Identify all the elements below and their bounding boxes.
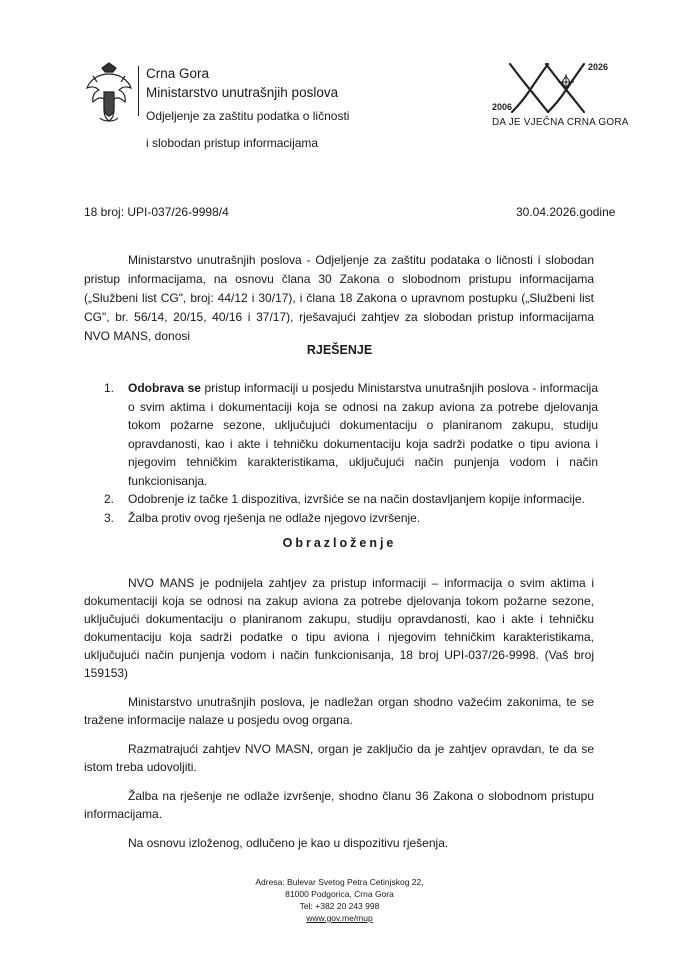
org-ministry: Ministarstvo unutrašnjih poslova	[146, 85, 339, 100]
header-divider	[138, 66, 139, 116]
document-date: 30.04.2026.godine	[516, 205, 616, 219]
decision-item-number: 1.	[104, 381, 115, 395]
reasoning-title: Obrazloženje	[282, 536, 397, 550]
reasoning-paragraph: NVO MANS je podnijela zahtjev za pristup informaciji – informacija o svim aktima i dokumentaciji koja se odnosi na zakup aviona za potrebe djelovanja tokom požarne sezone, uključujući dokumentaciju o planiranom zakupu, studiju opravdanosti, kao i akte i tehničku dokumentaciju koja sadrži podatke o tipu aviona i njegovim tehničkim karakteristikama, uključujući način punjenja vodom i način funkcionisanja, 18 broj UPI-037/26-9998. (Vaš broj 159153)	[84, 576, 594, 680]
decision-item	[104, 509, 598, 528]
reasoning-paragraph: Razmatrajući zahtjev NVO MASN, organ je zaključio da je zahtjev opravdan, te da se istom treba udovoljiti.	[84, 742, 594, 774]
reasoning-body	[84, 574, 594, 863]
anniversary-logo	[488, 56, 612, 118]
decision-item-text: Odobrenje iz tačke 1 dispozitiva, izvršiće se na način dostavljanjem kopije informacije.	[128, 492, 585, 506]
org-country: Crna Gora	[146, 66, 210, 81]
logo-year-left: 2006	[491, 102, 513, 112]
reasoning-paragraph: Ministarstvo unutrašnjih poslova, je nadležan organ shodno važećim zakonima, te se tražene informacije nalaze u posjedu ovog organa.	[84, 695, 594, 727]
reasoning-paragraph: Žalba na rješenje ne odlaže izvršenje, shodno članu 36 Zakona o slobodnom pristupu informacijama.	[84, 789, 594, 821]
decision-item-text: pristup informaciji u posjedu Ministarstva unutrašnjih poslova - informacija o svim aktima i dokumentaciji koja se odnosi na zakup aviona za potrebe djelovanja tokom požarne sezone, uključujući dokumentaciju o planiranom zakupu, studiju opravdanosti, kao i akte i tehničku dokumentaciju koja sadrži podatke o tipu aviona i njegovim tehničkim karakteristikama, uključujući način punjenja vodom i način funkcionisanja.	[128, 381, 599, 488]
org-department-cont: i slobodan pristup informacijama	[146, 136, 319, 150]
footer-city: 81000 Podgorica, Crna Gora	[285, 889, 394, 899]
org-department: Odjeljenje za zaštitu podatka o ličnosti	[146, 109, 350, 123]
decision-title: RJEŠENJE	[306, 343, 373, 357]
footer	[0, 876, 679, 924]
decision-item-number: 2.	[104, 492, 115, 506]
decision-item-text: Žalba protiv ovog rješenja ne odlaže njegovo izvršenje.	[128, 510, 421, 525]
footer-website-link[interactable]: www.gov.me/mup	[306, 913, 373, 923]
intro-paragraph: Ministarstvo unutrašnjih poslova - Odjeljenje za zaštitu podataka o ličnosti i slobodan pristup informacijama, na osnovu člana 30 Zakona o slobodnom pristupu informacijama („Službeni list CG", broj: 44/12 i 30/17), i člana 18 Zakona o upravnom postupku („Službeni list CG", br. 56/14, 20/15, 40/16 i 37/17), rješavajući zahtjev za slobodan pristup informacijama NVO MANS, donosi	[84, 253, 594, 343]
decision-list	[104, 379, 598, 527]
reasoning-paragraph: Na osnovu izloženog, odlučeno je kao u dispozitivu rješenja.	[128, 836, 449, 850]
logo-caption: DA JE VJEČNA CRNA GORA	[492, 117, 629, 128]
footer-phone: Tel: +382 20 243 998	[299, 901, 380, 911]
decision-item-bold: Odobrava se	[128, 381, 201, 395]
logo-year-right: 2026	[587, 62, 609, 72]
decision-item	[104, 490, 598, 509]
decision-item-number: 3.	[104, 510, 115, 525]
footer-address: Adresa: Bulevar Svetog Petra Cetinjskog 22,	[255, 877, 424, 887]
coat-of-arms-icon	[84, 62, 134, 124]
decision-item	[104, 379, 598, 490]
reference-number: 18 broj: UPI-037/26-9998/4	[84, 205, 229, 219]
